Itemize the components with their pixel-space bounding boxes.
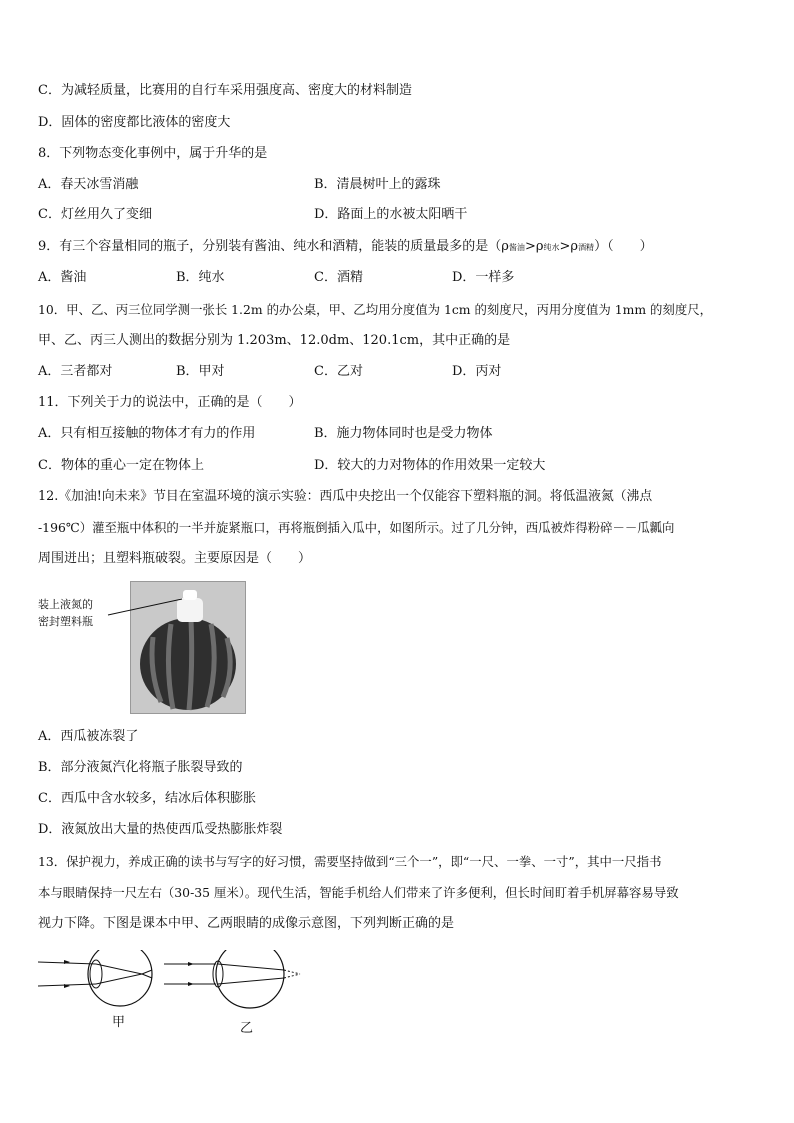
q9-rho-1: ρ bbox=[501, 239, 509, 254]
q13-stem-line2: 本与眼睛保持一尺左右（30-35 厘米）。现代生活，智能手机给人们带来了许多便利，但长时间盯着手机屏幕容易导致 bbox=[38, 885, 679, 900]
eye-ray-diagram bbox=[38, 950, 318, 1040]
q11-stem: 11．下列关于力的说法中，正确的是（ ） bbox=[38, 395, 302, 410]
q9-option-d: D．一样多 bbox=[452, 270, 515, 285]
q8-option-d: D．路面上的水被太阳晒干 bbox=[314, 207, 468, 222]
photo-caption-line2: 密封塑料瓶 bbox=[38, 615, 93, 628]
q11-option-b: B．施力物体同时也是受力物体 bbox=[314, 426, 493, 441]
q9-stem-main: 9．有三个容量相同的瓶子，分别装有酱油、纯水和酒精，能装的质量最多的是（ bbox=[38, 239, 502, 254]
eye-yi bbox=[164, 950, 300, 1008]
eye-label-jia: 甲 bbox=[112, 1015, 126, 1030]
q13-stem-line3: 视力下降。下图是课本中甲、乙两眼睛的成像示意图，下列判断正确的是 bbox=[38, 916, 455, 931]
q10-option-c: C．乙对 bbox=[314, 364, 363, 379]
q11-option-d: D．较大的力对物体的作用效果一定较大 bbox=[314, 458, 546, 473]
q9-gt-2: > bbox=[559, 239, 571, 254]
q9-sub-water: 纯水 bbox=[543, 243, 560, 252]
q9-option-b: B．纯水 bbox=[176, 270, 225, 285]
photo-caption-line1: 装上液氮的 bbox=[38, 598, 93, 611]
q8-stem: 8．下列物态变化事例中，属于升华的是 bbox=[38, 146, 268, 161]
q10-option-d: D．丙对 bbox=[452, 364, 502, 379]
q12-option-c: C．西瓜中含水较多，结冰后体积膨胀 bbox=[38, 791, 256, 806]
q10-option-b: B．甲对 bbox=[176, 364, 225, 379]
q9-stem bbox=[38, 238, 653, 257]
q7-option-d: D．固体的密度都比液体的密度大 bbox=[38, 115, 231, 130]
q9-option-c: C．酒精 bbox=[314, 270, 363, 285]
q9-rho-3: ρ bbox=[570, 239, 579, 254]
q11-option-c: C．物体的重心一定在物体上 bbox=[38, 458, 204, 473]
q12-stem-line1: 12.《加油!向未来》节目在室温环境的演示实验：西瓜中央挖出一个仅能容下塑料瓶的洞。将低温液氮（沸点 bbox=[38, 489, 653, 504]
q12-option-b: B．部分液氮汽化将瓶子胀裂导致的 bbox=[38, 760, 243, 775]
q12-option-d: D．液氮放出大量的热使西瓜受热膨胀炸裂 bbox=[38, 822, 283, 837]
q7-option-c: C．为减轻质量，比赛用的自行车采用强度高、密度大的材料制造 bbox=[38, 83, 412, 98]
q9-sub-alcohol: 酒精 bbox=[578, 243, 595, 252]
q12-stem-line3: 周围迸出；且塑料瓶破裂。主要原因是（ ） bbox=[38, 551, 312, 566]
q8-option-b: B．清晨树叶上的露珠 bbox=[314, 177, 441, 192]
q8-option-a: A．春天冰雪消融 bbox=[38, 177, 139, 192]
q12-option-a: A．西瓜被冻裂了 bbox=[38, 729, 139, 744]
q9-rho-2: ρ bbox=[535, 239, 544, 254]
q9-gt-1: > bbox=[524, 239, 536, 254]
q11-option-a: A．只有相互接触的物体才有力的作用 bbox=[38, 426, 256, 441]
q9-stem-tail: ）（ ） bbox=[594, 239, 653, 254]
q10-option-a: A．三者都对 bbox=[38, 364, 113, 379]
eye-label-yi: 乙 bbox=[240, 1021, 254, 1036]
eye-jia bbox=[38, 950, 152, 1006]
q8-option-c: C．灯丝用久了变细 bbox=[38, 207, 152, 222]
q10-stem-line1: 10．甲、乙、丙三位同学测一张长 1.2m 的办公桌，甲、乙均用分度值为 1cm 的刻度尺，丙用分度值为 1mm 的刻度尺， bbox=[38, 302, 712, 317]
q12-stem-line2: -196℃）灌至瓶中体积的一半并旋紧瓶口，再将瓶倒插入瓜中，如图所示。过了几分钟，西瓜被炸得粉碎－－瓜瓤向 bbox=[38, 520, 675, 535]
q9-option-a: A．酱油 bbox=[38, 270, 87, 285]
q9-sub-soy: 酱油 bbox=[508, 243, 525, 252]
eye-diagram bbox=[38, 950, 318, 1040]
q10-stem-line2: 甲、乙、丙三人测出的数据分别为 1.203m、12.0dm、120.1cm，其中正确的是 bbox=[38, 333, 511, 348]
q13-stem-line1: 13．保护视力，养成正确的读书与写字的好习惯，需要坚持做到“三个一”，即“一尺、一拳、一寸”，其中一尺指书 bbox=[38, 854, 662, 869]
